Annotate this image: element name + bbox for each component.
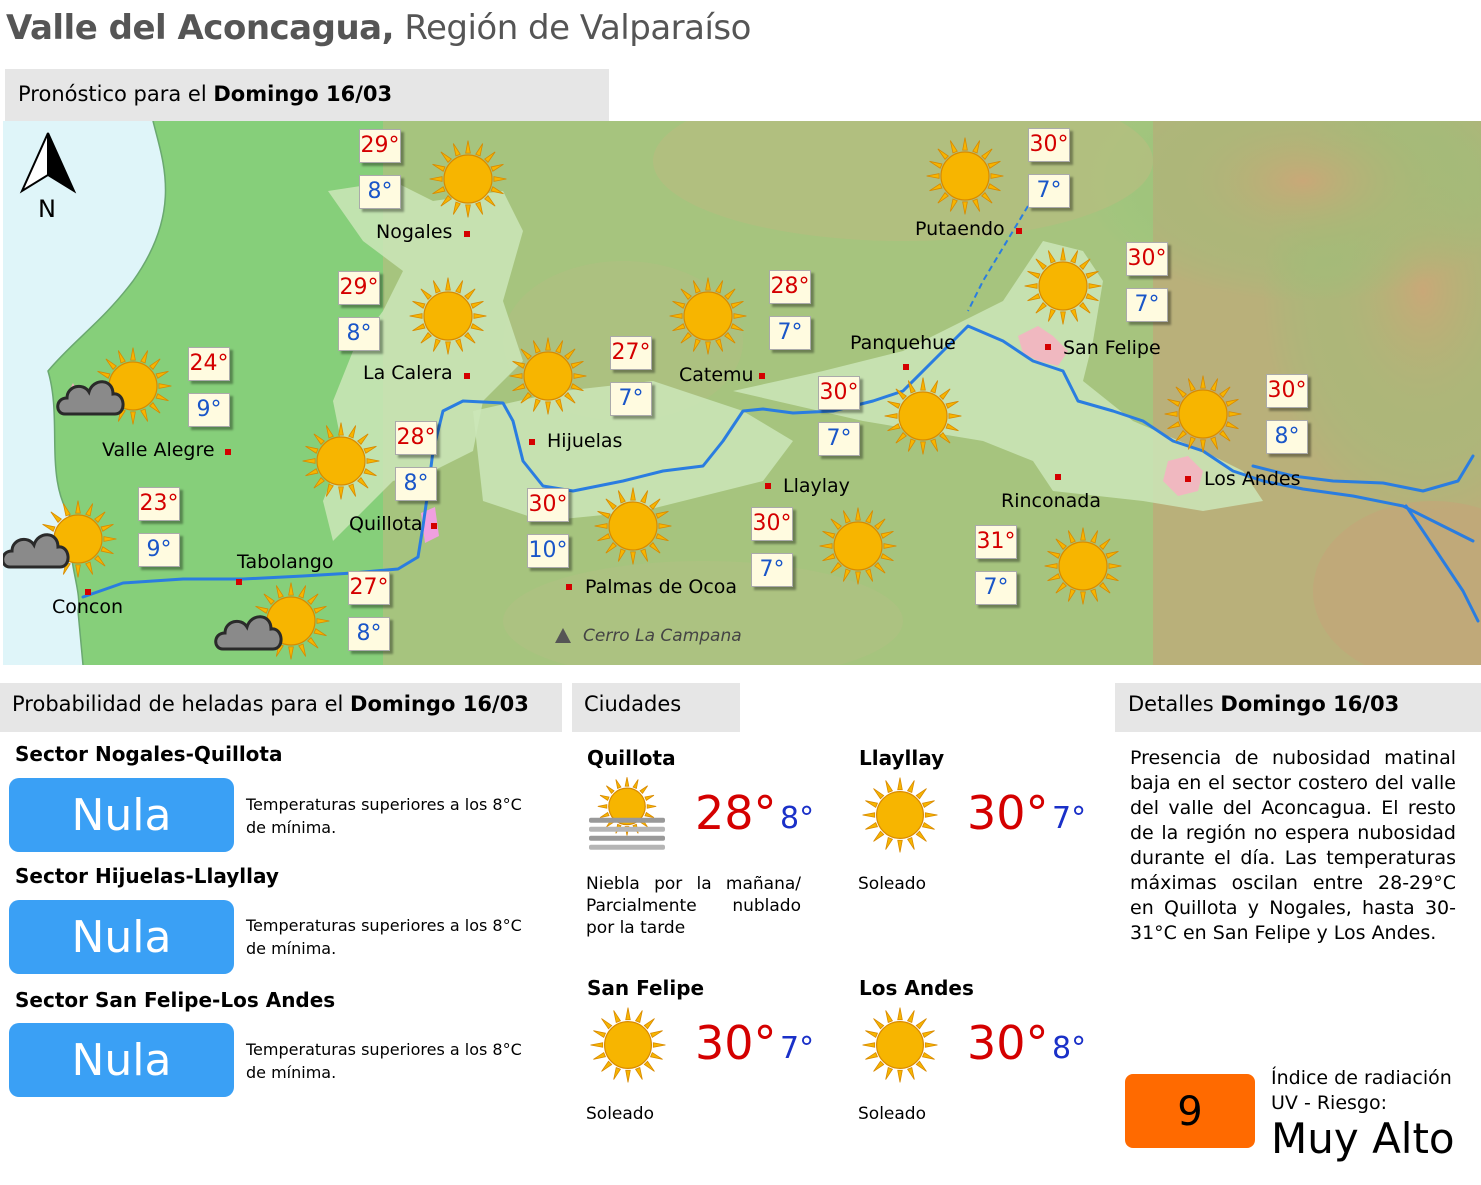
max-temp: 27°: [348, 571, 390, 605]
city-marker-icon: [236, 579, 242, 585]
city-marker-icon: [765, 483, 771, 489]
frost-header: [0, 683, 562, 732]
city-card-max: 28°: [695, 786, 777, 840]
title-region: Región de Valparaíso: [404, 8, 751, 48]
city-marker-icon: [529, 439, 535, 445]
sector-description: Temperaturas superiores a los 8°C de mínima.: [246, 916, 522, 958]
forecast-header: [5, 69, 609, 121]
city-name: Catemu: [679, 364, 754, 386]
city-marker-icon: [903, 364, 909, 370]
sun-fog-icon: [589, 776, 665, 856]
min-temp: 8°: [1266, 420, 1308, 454]
details-header: [1115, 683, 1481, 732]
city-marker-icon: [759, 373, 765, 379]
cities-header: [572, 683, 740, 732]
forecast-header-day: Domingo 16/03: [213, 82, 393, 106]
max-temp: 30°: [818, 376, 860, 410]
sun-icon: [861, 776, 939, 858]
min-temp: 8°: [348, 617, 390, 651]
city-name: Concon: [52, 596, 124, 618]
city-name: Rinconada: [1001, 490, 1101, 512]
min-temp: 8°: [359, 175, 401, 209]
uv-index-badge: 9: [1125, 1074, 1255, 1148]
sector-title: Sector San Felipe-Los Andes: [15, 988, 336, 1012]
city-card-min: 8°: [780, 801, 815, 836]
landmark-label: Cerro La Campana: [583, 626, 742, 646]
min-temp: 9°: [138, 533, 180, 567]
city-card-name: Los Andes: [859, 976, 974, 1000]
max-temp: 24°: [188, 347, 230, 381]
city-card-max: 30°: [695, 1016, 777, 1070]
frost-header-prefix: Probabilidad de heladas para el: [12, 692, 344, 716]
city-card-max: 30°: [967, 786, 1049, 840]
city-marker-icon: [1055, 474, 1061, 480]
city-marker-icon: [464, 373, 470, 379]
uv-risk-level: Muy Alto: [1271, 1114, 1455, 1163]
min-temp: 7°: [975, 571, 1017, 605]
city-name: Putaendo: [915, 218, 1005, 240]
forecast-map: [3, 121, 1481, 665]
city-name: Quillota: [349, 513, 423, 535]
min-temp: 7°: [1028, 174, 1070, 208]
city-marker-icon: [1016, 228, 1022, 234]
city-name: La Calera: [363, 362, 453, 384]
min-temp: 7°: [1126, 288, 1168, 322]
max-temp: 23°: [138, 487, 180, 521]
max-temp: 30°: [1126, 242, 1168, 276]
min-temp: 7°: [751, 553, 793, 587]
city-marker-icon: [431, 523, 437, 529]
min-temp: 7°: [769, 316, 811, 350]
uv-label: [1271, 1066, 1461, 1116]
frost-value-badge: Nula: [9, 900, 234, 974]
city-card-min: 7°: [1052, 801, 1087, 836]
sun-icon: [589, 1006, 667, 1088]
city-card-name: San Felipe: [587, 976, 705, 1000]
sector-description: Temperaturas superiores a los 8°C de mínima.: [246, 795, 522, 837]
max-temp: 28°: [395, 421, 437, 455]
frost-value-badge: Nula: [9, 1023, 234, 1097]
max-temp: 28°: [769, 270, 811, 304]
min-temp: 7°: [610, 382, 652, 416]
city-card-min: 8°: [1052, 1031, 1087, 1066]
details-header-prefix: Detalles: [1128, 692, 1214, 716]
city-name: Hijuelas: [547, 430, 623, 452]
city-marker-icon: [1045, 344, 1051, 350]
city-marker-icon: [566, 584, 572, 590]
city-name: Tabolango: [237, 551, 334, 573]
max-temp: 29°: [359, 129, 401, 163]
max-temp: 30°: [751, 507, 793, 541]
sun-icon: [861, 1006, 939, 1088]
uv-label-text: Índice de radiación UV - Riesgo:: [1271, 1067, 1452, 1114]
sector-title: Sector Nogales-Quillota: [15, 742, 283, 766]
max-temp: 30°: [527, 488, 569, 522]
city-name: Palmas de Ocoa: [585, 576, 738, 598]
max-temp: 30°: [1028, 128, 1070, 162]
city-name: San Felipe: [1063, 337, 1161, 359]
max-temp: 30°: [1266, 374, 1308, 408]
city-name: Valle Alegre: [102, 439, 215, 461]
frost-value-badge: Nula: [9, 778, 234, 852]
north-label: N: [38, 195, 56, 223]
sector-description: Temperaturas superiores a los 8°C de mínima.: [246, 1040, 522, 1082]
city-name: Panquehue: [850, 332, 956, 354]
min-temp: 9°: [188, 393, 230, 427]
city-card-max: 30°: [967, 1016, 1049, 1070]
city-card-name: Quillota: [587, 746, 676, 770]
title-valley: Valle del Aconcagua,: [6, 8, 395, 48]
page-title: [6, 8, 751, 48]
min-temp: 7°: [818, 422, 860, 456]
city-card-min: 7°: [780, 1031, 815, 1066]
city-card-description: Niebla por la mañana/ Parcialmente nublado por la tarde: [586, 874, 801, 938]
city-marker-icon: [225, 449, 231, 455]
max-temp: 29°: [338, 271, 380, 305]
max-temp: 27°: [610, 336, 652, 370]
details-text: Presencia de nubosidad matinal baja en el sector costero del valle del valle del Aconcagua. El resto de la región no espera nubosidad durante el día. Las temperaturas máximas oscilan entre 28-29°C en Quillota y Nogales, hasta 30-31°C en San Felipe y Los Andes.: [1130, 747, 1456, 944]
city-name: Nogales: [376, 221, 453, 243]
min-temp: 8°: [338, 317, 380, 351]
city-card-name: Llayllay: [859, 746, 945, 770]
city-marker-icon: [1185, 476, 1191, 482]
city-card-description: Soleado: [858, 874, 926, 894]
city-name: Llaylay: [783, 475, 850, 497]
max-temp: 31°: [975, 525, 1017, 559]
details-header-day: Domingo 16/03: [1220, 692, 1400, 716]
frost-header-day: Domingo 16/03: [350, 692, 529, 716]
min-temp: 10°: [527, 534, 569, 568]
city-marker-icon: [85, 589, 91, 595]
city-card-description: Soleado: [858, 1104, 926, 1124]
city-marker-icon: [464, 231, 470, 237]
cities-header-label: Ciudades: [584, 692, 682, 716]
min-temp: 8°: [395, 467, 437, 501]
city-card-description: Soleado: [586, 1104, 654, 1124]
forecast-header-prefix: Pronóstico para el: [18, 82, 207, 106]
sector-title: Sector Hijuelas-Llayllay: [15, 864, 279, 888]
city-name: Los Andes: [1204, 468, 1301, 490]
